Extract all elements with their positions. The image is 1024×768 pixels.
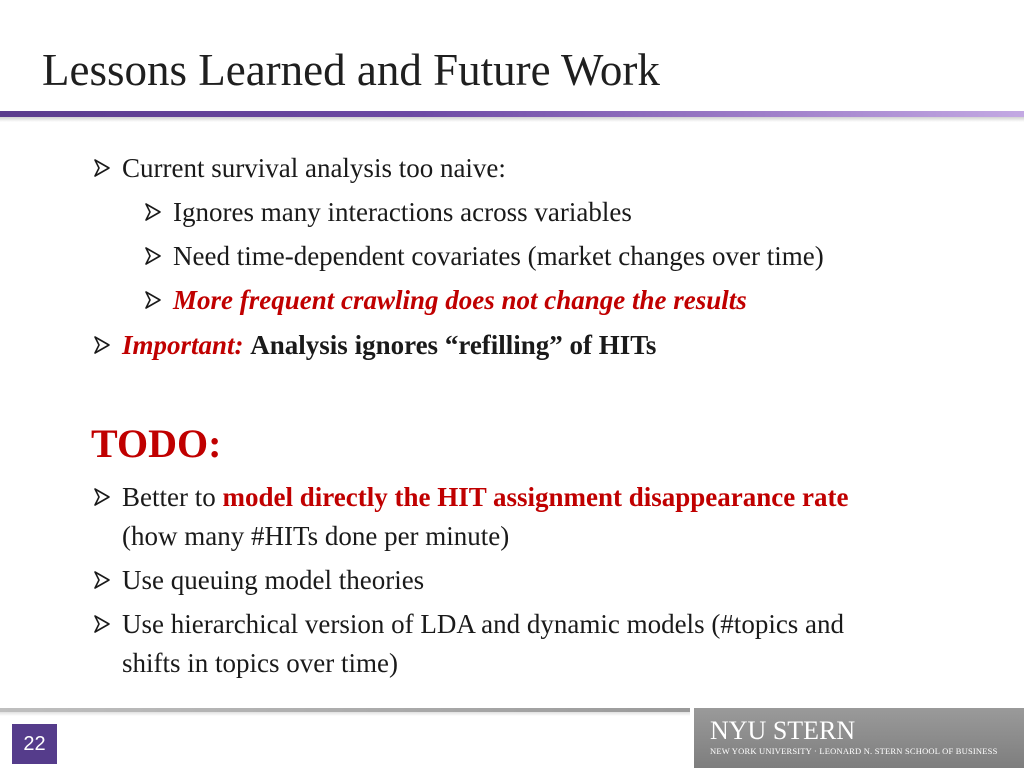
lesson-item-survival: Current survival analysis too naive: (122, 153, 506, 183)
arrow-bullet-icon (143, 202, 165, 224)
arrow-bullet-icon (92, 487, 114, 509)
arrow-bullet-icon (143, 246, 165, 268)
lesson-subitem-covariates: Need time-dependent covariates (market changes over time) (173, 241, 824, 271)
todo-item-model-rate (122, 480, 848, 514)
footer-divider-shadow (0, 712, 690, 716)
lesson-item-refilling (122, 328, 656, 362)
title-divider-shadow (0, 117, 1024, 122)
important-label: Important: (122, 330, 244, 360)
refilling-text: Analysis ignores “refilling” of HITs (250, 330, 657, 360)
page-number: 22 (12, 724, 57, 764)
arrow-bullet-icon (92, 614, 114, 636)
lesson-subitem-interactions: Ignores many interactions across variables (173, 197, 632, 227)
todo-item-highlight: model directly the HIT assignment disappearance rate (222, 482, 849, 512)
arrow-bullet-icon (92, 158, 114, 180)
arrow-bullet-icon (92, 570, 114, 592)
nyu-stern-logo (694, 708, 1024, 768)
todo-item-prefix: Better to (122, 482, 216, 512)
arrow-bullet-icon (143, 290, 165, 312)
todo-item-lda: Use hierarchical version of LDA and dynamic models (#topics and (122, 609, 845, 639)
todo-item-model-rate-cont: (how many #HITs done per minute) (122, 521, 510, 551)
todo-heading: TODO: (91, 421, 222, 466)
todo-item-queuing: Use queuing model theories (122, 565, 425, 595)
todo-item-lda-cont: shifts in topics over time) (122, 648, 398, 678)
logo-wordmark: NYU STERN (710, 716, 856, 745)
lesson-subitem-crawling: More frequent crawling does not change the results (173, 285, 747, 315)
logo-subtitle: NEW YORK UNIVERSITY · LEONARD N. STERN SCHOOL OF BUSINESS (710, 746, 998, 756)
slide-title: Lessons Learned and Future Work (42, 45, 660, 95)
arrow-bullet-icon (92, 335, 114, 357)
